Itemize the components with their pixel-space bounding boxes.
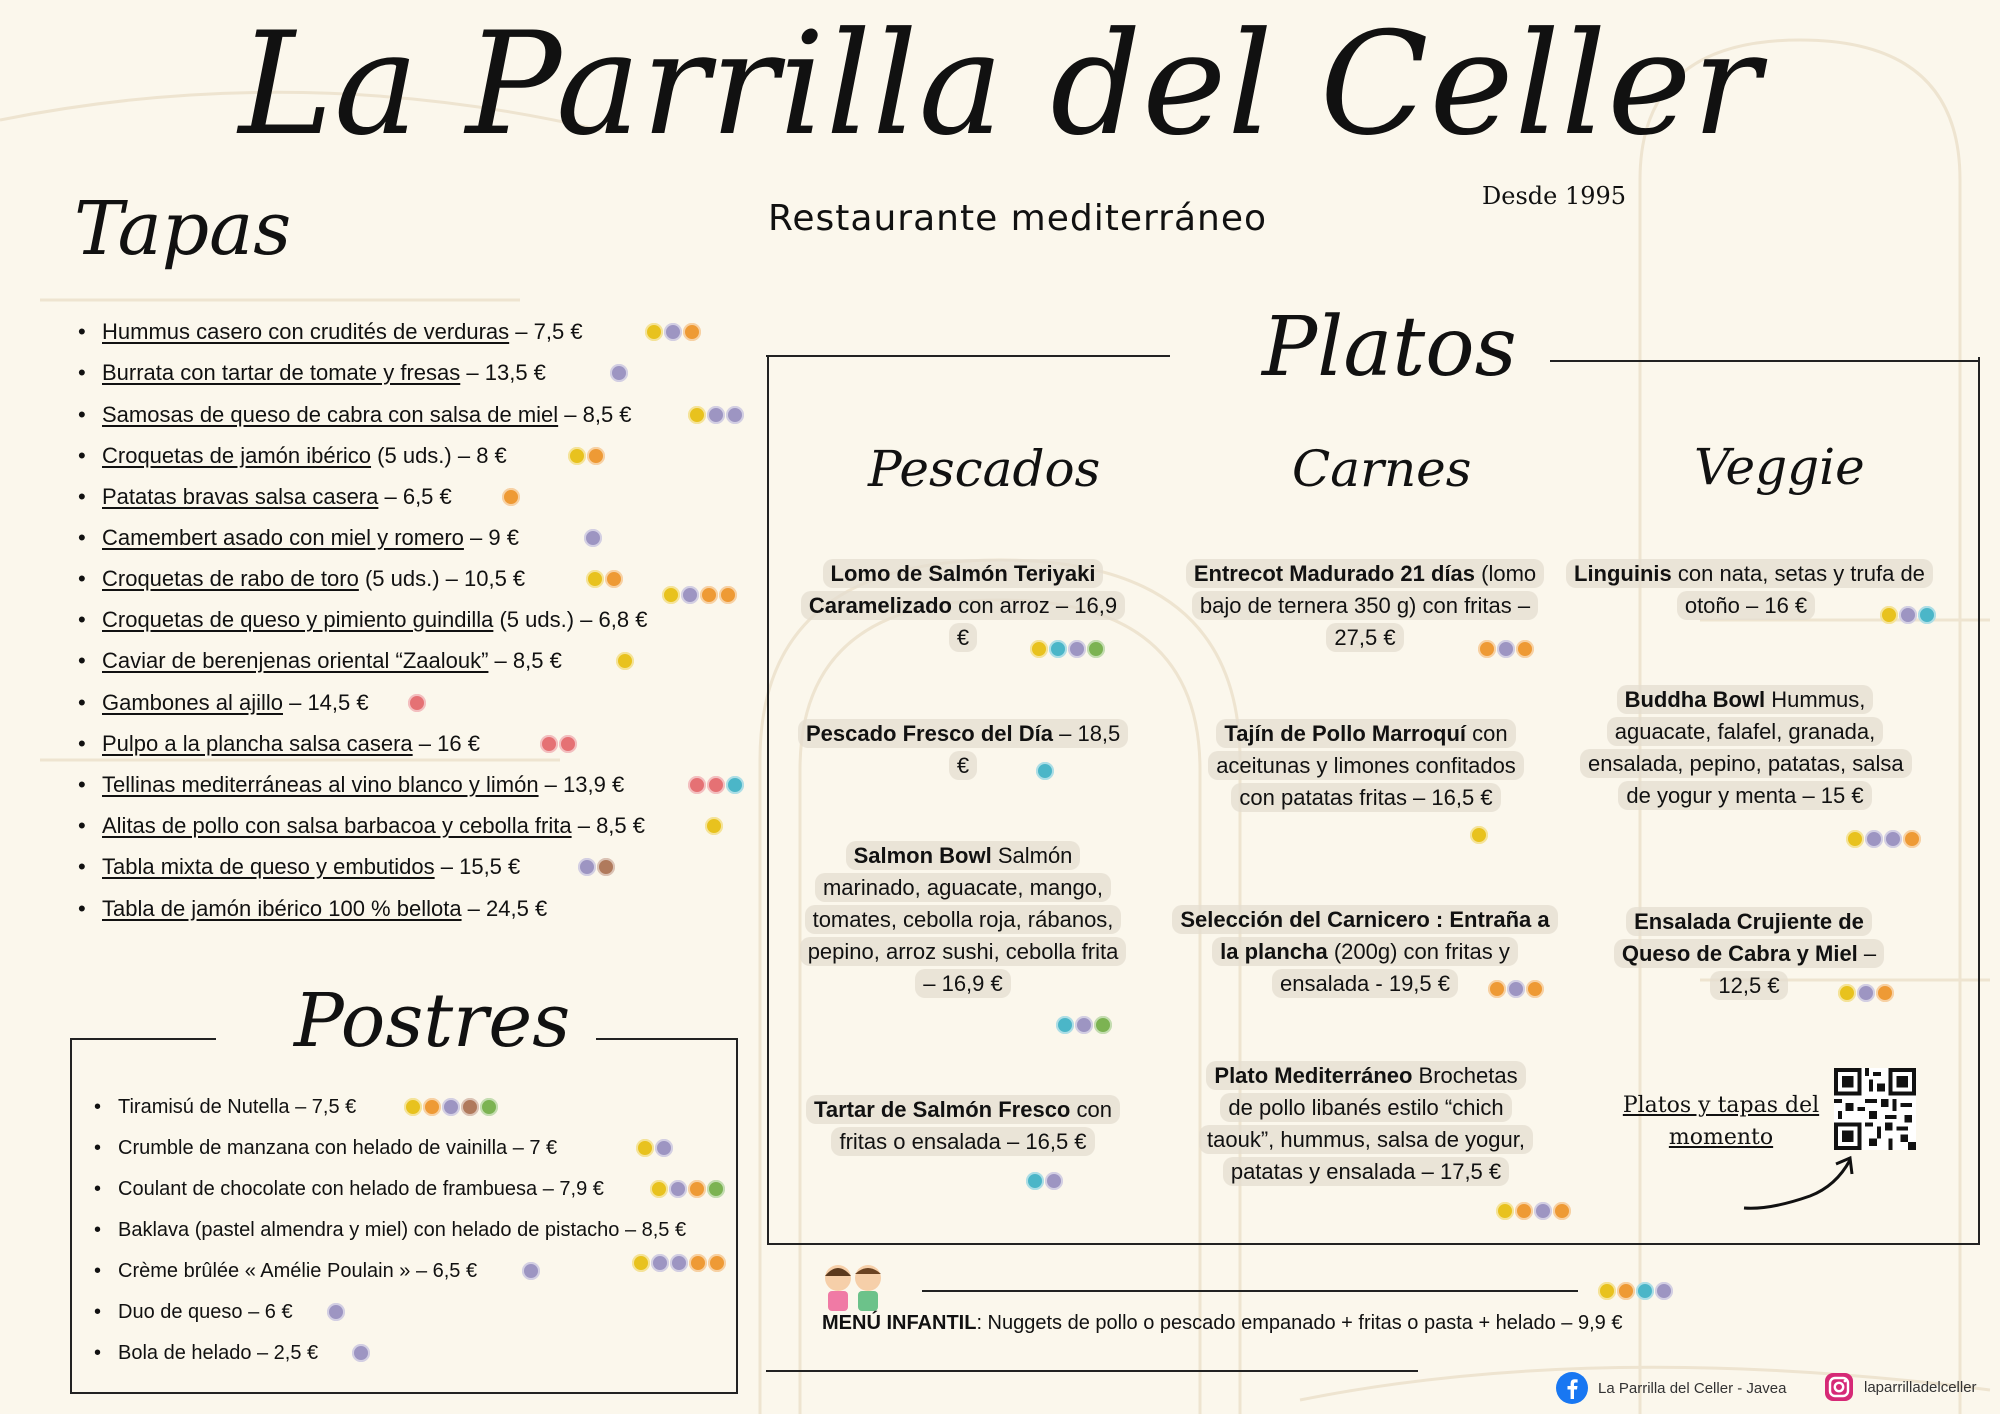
allergen-lilac-icon	[1497, 640, 1515, 658]
allergen-icons	[1488, 980, 1544, 998]
allergen-icons	[662, 586, 737, 604]
tapa-item: • Gambones al ajillo – 14,5 €	[78, 690, 369, 715]
postre-text: Duo de queso – 6 €	[118, 1301, 293, 1323]
allergen-icons	[1056, 1016, 1112, 1034]
tapa-item: • Croquetas de queso y pimiento guindilla (5 uds.) – 6,8 €	[78, 607, 648, 632]
allergen-yellow-icon	[404, 1098, 422, 1116]
allergen-icons	[1846, 830, 1921, 848]
allergen-yellow-icon	[1598, 1282, 1616, 1300]
postre-item: • Tiramisú de Nutella – 7,5 €	[94, 1096, 357, 1118]
allergen-icons	[632, 1254, 726, 1272]
platos-heading: Platos	[1262, 300, 1517, 395]
tapa-price: – 8,5 €	[488, 648, 562, 673]
tapa-name: Tellinas mediterráneas al vino blanco y limón	[102, 772, 539, 797]
allergen-green-icon	[480, 1098, 498, 1116]
dish-description: con aceitunas y limones confitados con patatas fritas – 16,5 €	[1216, 721, 1516, 810]
tapa-price: – 9 €	[463, 525, 519, 550]
carnes-heading: Carnes	[1292, 440, 1472, 498]
allergen-orange-icon	[1876, 984, 1894, 1002]
allergen-yellow-icon	[688, 406, 706, 424]
arrow-icon	[1740, 1150, 1860, 1216]
tapa-price: – 8,5 €	[571, 813, 645, 838]
allergen-red-icon	[707, 776, 725, 794]
allergen-orange-icon	[423, 1098, 441, 1116]
dish-description: Brochetas de pollo libanés estilo “chich taouk”, hummus, salsa de yogur, patatas y ensalada – 17,5 €	[1207, 1063, 1525, 1184]
tapa-price: – 16 €	[412, 731, 480, 756]
dish-card	[1566, 558, 1926, 622]
dish-name: Ensalada Crujiente de Queso de Cabra y Miel	[1621, 909, 1864, 966]
allergen-red-icon	[688, 776, 706, 794]
allergen-orange-icon	[1516, 640, 1534, 658]
allergen-teal-icon	[1026, 1172, 1044, 1190]
tapa-name: Gambones al ajillo	[102, 690, 283, 715]
tapa-item: • Samosas de queso de cabra con salsa de miel – 8,5 €	[78, 402, 632, 427]
tapa-price: – 13,5 €	[460, 360, 546, 385]
allergen-lilac-icon	[1899, 606, 1917, 624]
postre-item: • Crumble de manzana con helado de vainilla – 7 €	[94, 1137, 558, 1159]
allergen-orange-icon	[689, 1254, 707, 1272]
allergen-brown-icon	[461, 1098, 479, 1116]
instagram-link[interactable]	[1824, 1372, 1977, 1402]
kids-line-top	[922, 1290, 1578, 1292]
allergen-teal-icon	[1049, 640, 1067, 658]
allergen-icons	[688, 776, 744, 794]
tapa-item: • Alitas de pollo con salsa barbacoa y cebolla frita – 8,5 €	[78, 813, 645, 838]
dish-name: Tartar de Salmón Fresco	[814, 1097, 1071, 1122]
dish-name: Entrecot Madurado 21 días	[1193, 561, 1476, 586]
dish-description: Hummus, aguacate, falafel, granada, ensalada, pepino, patatas, salsa de yogur y menta – 15 €	[1588, 687, 1904, 808]
tapa-name: Patatas bravas salsa casera	[102, 484, 379, 509]
allergen-lilac-icon	[1534, 1202, 1552, 1220]
allergen-orange-icon	[1488, 980, 1506, 998]
allergen-orange-icon	[688, 1180, 706, 1198]
tapa-name: Pulpo a la plancha salsa casera	[102, 731, 413, 756]
allergen-icons	[404, 1098, 498, 1116]
allergen-yellow-icon	[1496, 1202, 1514, 1220]
tapa-name: Burrata con tartar de tomate y fresas	[102, 360, 461, 385]
dish-description: con arroz – 16,9 €	[951, 593, 1118, 650]
pescados-heading: Pescados	[868, 440, 1101, 498]
allergen-icons	[1478, 640, 1534, 658]
instagram-icon	[1824, 1372, 1854, 1402]
dish-card	[1580, 684, 1910, 812]
allergen-teal-icon	[726, 776, 744, 794]
allergen-green-icon	[1087, 640, 1105, 658]
allergen-teal-icon	[1036, 762, 1054, 780]
postre-text: Coulant de chocolate con helado de frambuesa – 7,9 €	[118, 1178, 604, 1200]
tapa-item: • Croquetas de jamón ibérico (5 uds.) – 8 €	[78, 443, 507, 468]
dish-description: Salmón marinado, aguacate, mango, tomates, cebolla roja, rábanos, pepino, arroz sushi, cebolla frita – 16,9 €	[807, 843, 1119, 996]
tapa-price: – 15,5 €	[434, 854, 521, 879]
postres-frame	[70, 1038, 738, 1394]
allergen-yellow-icon	[662, 586, 680, 604]
allergen-teal-icon	[1636, 1282, 1654, 1300]
postre-item: • Crème brûlée « Amélie Poulain » – 6,5 €	[94, 1260, 478, 1282]
allergen-teal-icon	[1056, 1016, 1074, 1034]
since-year: Desde 1995	[1482, 182, 1627, 210]
allergen-icons	[327, 1303, 345, 1321]
facebook-icon	[1556, 1372, 1588, 1404]
allergen-lilac-icon	[1857, 984, 1875, 1002]
allergen-teal-icon	[1918, 606, 1936, 624]
allergen-yellow-icon	[586, 570, 604, 588]
qr-code-icon[interactable]	[1834, 1068, 1916, 1150]
allergen-lilac-icon	[578, 858, 596, 876]
tapa-name: Tabla mixta de queso y embutidos	[102, 854, 435, 879]
dish-card	[1196, 1060, 1536, 1188]
dish-name: Tajín de Pollo Marroquí	[1224, 721, 1466, 746]
dish-name: Linguinis	[1574, 561, 1672, 586]
allergen-icons	[1598, 1282, 1673, 1300]
allergen-icons	[1036, 762, 1054, 780]
facebook-link[interactable]	[1556, 1372, 1786, 1404]
dish-name: Plato Mediterráneo	[1214, 1063, 1413, 1088]
allergen-brown-icon	[597, 858, 615, 876]
allergen-lilac-icon	[610, 364, 628, 382]
allergen-icons	[352, 1344, 370, 1362]
postre-text: Tiramisú de Nutella – 7,5 €	[118, 1096, 357, 1118]
dish-card	[798, 840, 1128, 1000]
allergen-icons	[688, 406, 744, 424]
tapa-name: Croquetas de rabo de toro	[102, 566, 359, 591]
allergen-yellow-icon	[1838, 984, 1856, 1002]
tapa-item: • Burrata con tartar de tomate y fresas – 13,5 €	[78, 360, 546, 385]
dish-description: – 12,5 €	[1718, 941, 1877, 998]
dish-card	[798, 1094, 1128, 1158]
allergen-red-icon	[408, 694, 426, 712]
dish-description: (200g) con fritas y ensalada - 19,5 €	[1279, 939, 1510, 996]
dish-name: Lomo de Salmón Teriyaki Caramelizado	[808, 561, 1096, 618]
allergen-green-icon	[1094, 1016, 1112, 1034]
postre-text: Crumble de manzana con helado de vainilla – 7 €	[118, 1137, 558, 1159]
tapa-price: (5 uds.) – 10,5 €	[358, 566, 526, 591]
tapa-name: Camembert asado con miel y romero	[102, 525, 464, 550]
allergen-orange-icon	[502, 488, 520, 506]
tapa-item: • Croquetas de rabo de toro (5 uds.) – 10,5 €	[78, 566, 526, 591]
allergen-lilac-icon	[651, 1254, 669, 1272]
dish-card	[798, 718, 1128, 782]
postre-text: Baklava (pastel almendra y miel) con helado de pistacho – 8,5 €	[118, 1219, 687, 1241]
qr-label: Platos y tapas del momento	[1622, 1093, 1820, 1150]
tapa-name: Caviar de berenjenas oriental “Zaalouk”	[102, 648, 489, 673]
restaurant-name: La Parrilla del Celler	[238, 2, 1762, 167]
tapa-name: Samosas de queso de cabra con salsa de miel	[102, 402, 559, 427]
postre-item: • Coulant de chocolate con helado de frambuesa – 7,9 €	[94, 1178, 604, 1200]
allergen-yellow-icon	[1880, 606, 1898, 624]
tapa-item: • Hummus casero con crudités de verduras – 7,5 €	[78, 319, 583, 344]
allergen-yellow-icon	[1846, 830, 1864, 848]
allergen-icons	[586, 570, 623, 588]
allergen-lilac-icon	[664, 323, 682, 341]
allergen-icons	[650, 1180, 725, 1198]
tapa-item: • Camembert asado con miel y romero – 9 €	[78, 525, 519, 550]
tapa-item: • Caviar de berenjenas oriental “Zaalouk” – 8,5 €	[78, 648, 562, 673]
allergen-icons	[636, 1139, 673, 1157]
allergen-lilac-icon	[352, 1344, 370, 1362]
allergen-icons	[1496, 1202, 1571, 1220]
allergen-yellow-icon	[632, 1254, 650, 1272]
allergen-orange-icon	[1526, 980, 1544, 998]
dish-description: con fritas o ensalada – 16,5 €	[839, 1097, 1112, 1154]
tapa-name: Alitas de pollo con salsa barbacoa y cebolla frita	[102, 813, 572, 838]
dish-name: Salmon Bowl	[853, 843, 992, 868]
allergen-icons	[584, 529, 602, 547]
postres-frame-top-right	[596, 1038, 736, 1040]
allergen-yellow-icon	[1470, 826, 1488, 844]
allergen-yellow-icon	[1030, 640, 1048, 658]
tapa-item: • Patatas bravas salsa casera – 6,5 €	[78, 484, 452, 509]
tapa-price: – 24,5 €	[461, 896, 548, 921]
allergen-icons	[408, 694, 426, 712]
allergen-icons	[502, 488, 520, 506]
kids-menu	[822, 1312, 1622, 1335]
allergen-icons	[568, 447, 605, 465]
dish-description: con nata, setas y trufa de otoño – 16 €	[1671, 561, 1925, 618]
tapa-name: Tabla de jamón ibérico 100 % bellota	[102, 896, 462, 921]
tapa-price: – 8,5 €	[558, 402, 632, 427]
allergen-orange-icon	[708, 1254, 726, 1272]
postre-text: Bola de helado – 2,5 €	[118, 1342, 319, 1364]
allergen-lilac-icon	[1075, 1016, 1093, 1034]
allergen-orange-icon	[683, 323, 701, 341]
allergen-icons	[1030, 640, 1105, 658]
postre-item: • Bola de helado – 2,5 €	[94, 1342, 319, 1364]
postre-text: Crème brûlée « Amélie Poulain » – 6,5 €	[118, 1260, 478, 1282]
tapa-name: Hummus casero con crudités de verduras	[102, 319, 510, 344]
tapa-item: • Tellinas mediterráneas al vino blanco y limón – 13,9 €	[78, 772, 625, 797]
kids-icon	[818, 1258, 890, 1314]
tapa-price: – 7,5 €	[509, 319, 583, 344]
allergen-orange-icon	[587, 447, 605, 465]
allergen-lilac-icon	[681, 586, 699, 604]
allergen-icons	[578, 858, 615, 876]
allergen-icons	[1880, 606, 1936, 624]
allergen-yellow-icon	[616, 652, 634, 670]
postres-heading: Postres	[294, 978, 571, 1064]
instagram-label: laparrilladelceller	[1864, 1378, 1977, 1396]
allergen-lilac-icon	[327, 1303, 345, 1321]
allergen-lilac-icon	[670, 1254, 688, 1272]
allergen-yellow-icon	[705, 817, 723, 835]
facebook-label: La Parrilla del Celler - Javea	[1598, 1379, 1787, 1397]
allergen-orange-icon	[1553, 1202, 1571, 1220]
dish-description: (lomo bajo de ternera 350 g) con fritas – 27,5 €	[1199, 561, 1537, 650]
dish-description: – 18,5 €	[956, 721, 1121, 778]
postres-frame-top-left	[70, 1038, 216, 1040]
allergen-lilac-icon	[1655, 1282, 1673, 1300]
postre-item: • Baklava (pastel almendra y miel) con helado de pistacho – 8,5 €	[94, 1219, 687, 1241]
allergen-yellow-icon	[650, 1180, 668, 1198]
allergen-yellow-icon	[568, 447, 586, 465]
allergen-yellow-icon	[645, 323, 663, 341]
allergen-icons	[616, 652, 634, 670]
allergen-lilac-icon	[1865, 830, 1883, 848]
allergen-icons	[610, 364, 628, 382]
allergen-lilac-icon	[707, 406, 725, 424]
allergen-yellow-icon	[636, 1139, 654, 1157]
allergen-orange-icon	[1903, 830, 1921, 848]
allergen-orange-icon	[700, 586, 718, 604]
dish-name: Pescado Fresco del Día	[806, 721, 1053, 746]
allergen-red-icon	[559, 735, 577, 753]
allergen-icons	[705, 817, 723, 835]
allergen-lilac-icon	[726, 406, 744, 424]
kids-menu-text: : Nuggets de pollo o pescado empanado + fritas o pasta + helado – 9,9 €	[976, 1312, 1623, 1334]
allergen-orange-icon	[605, 570, 623, 588]
allergen-lilac-icon	[442, 1098, 460, 1116]
allergen-icons	[540, 735, 577, 753]
postre-item: • Duo de queso – 6 €	[94, 1301, 293, 1323]
allergen-orange-icon	[719, 586, 737, 604]
allergen-lilac-icon	[655, 1139, 673, 1157]
allergen-lilac-icon	[1068, 640, 1086, 658]
tapa-price: – 14,5 €	[282, 690, 369, 715]
allergen-lilac-icon	[1507, 980, 1525, 998]
dish-name: Buddha Bowl	[1624, 687, 1766, 712]
tapa-name: Croquetas de jamón ibérico	[102, 443, 372, 468]
allergen-icons	[522, 1262, 540, 1280]
dish-name: Selección del Carnicero : Entraña a la plancha	[1180, 907, 1550, 964]
tapa-price: – 13,9 €	[538, 772, 625, 797]
allergen-red-icon	[540, 735, 558, 753]
tapas-heading: Tapas	[74, 186, 292, 272]
allergen-lilac-icon	[584, 529, 602, 547]
allergen-orange-icon	[1478, 640, 1496, 658]
tapa-item: • Tabla de jamón ibérico 100 % bellota – 24,5 €	[78, 896, 548, 921]
kids-menu-label: MENÚ INFANTIL	[822, 1312, 977, 1334]
allergen-orange-icon	[1515, 1202, 1533, 1220]
restaurant-subtitle: Restaurante mediterráneo	[768, 198, 1268, 239]
allergen-orange-icon	[1617, 1282, 1635, 1300]
kids-line-bottom	[766, 1370, 1418, 1372]
allergen-lilac-icon	[522, 1262, 540, 1280]
tapa-price: (5 uds.) – 8 €	[371, 443, 507, 468]
dish-card	[1196, 718, 1536, 814]
tapa-price: (5 uds.) – 6,8 €	[493, 607, 648, 632]
allergen-lilac-icon	[669, 1180, 687, 1198]
tapa-price: – 6,5 €	[378, 484, 452, 509]
allergen-icons	[1026, 1172, 1063, 1190]
allergen-lilac-icon	[1884, 830, 1902, 848]
veggie-heading: Veggie	[1694, 438, 1865, 496]
allergen-icons	[645, 323, 701, 341]
allergen-icons	[1470, 826, 1488, 844]
allergen-lilac-icon	[1045, 1172, 1063, 1190]
tapa-name: Croquetas de queso y pimiento guindilla	[102, 607, 494, 632]
tapa-item: • Pulpo a la plancha salsa casera – 16 €	[78, 731, 480, 756]
allergen-green-icon	[707, 1180, 725, 1198]
tapa-item: • Tabla mixta de queso y embutidos – 15,5 €	[78, 854, 521, 879]
allergen-icons	[1838, 984, 1894, 1002]
